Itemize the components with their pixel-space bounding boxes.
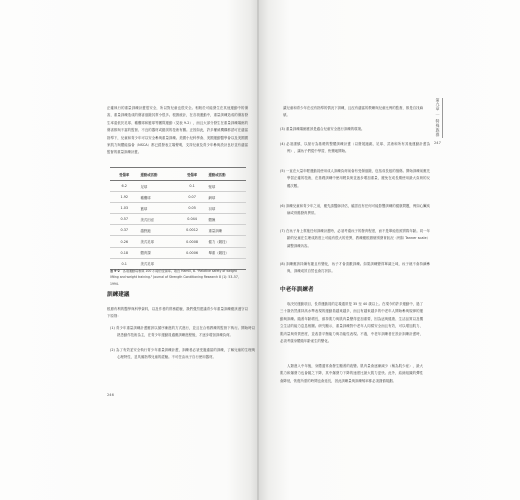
table-cell: 體育課 (139, 247, 178, 258)
continuation-paragraph: 讓兒童和青少年在沒有指導的情況下訓練，且沒有適當的教練與兒童比例的監督，都是自找麻煩。 (283, 106, 423, 118)
table-cell: 壁球 (207, 181, 246, 192)
table-cell: 0.1 (110, 258, 139, 269)
list-item: (5) 一直在大量年輕運動員使用成人訓練負荷前會有受傷風險，包括成長板的損傷。開始訓練前應先學習正確的技術，在基礎訓練中使用輕負荷並逐步增加重量，避免在成長期使用最大負荷的反覆次數。 (280, 169, 430, 188)
table-cell: 0.07 (178, 192, 207, 203)
running-head-rule (442, 98, 443, 138)
table-row (110, 181, 246, 192)
table-cell: 1.03 (110, 203, 139, 214)
table-cell: 橄欖球 (139, 192, 178, 203)
table-cell: 1.92 (110, 192, 139, 203)
table-cell: 美式足球 (139, 258, 178, 269)
table-cell: 0.57 (110, 214, 139, 225)
table-cell: 網球 (207, 192, 246, 203)
list-item: (8) 訓練應該持續有趣且有變化，孩子才會喜歡訓練。如果訓練變得單調乏味，孩子就不會持續參與，訓練成效自然也會打折扣。 (280, 262, 430, 274)
table-cell: 0.1 (178, 181, 207, 192)
table-caption (110, 268, 246, 288)
table-cell: 0.26 (110, 236, 139, 247)
table-cell: 0.044 (178, 214, 207, 225)
table-row (110, 192, 246, 203)
list-item: (1) 青少年重量訓練計畫應該以循序漸進的方式進行，並且在合格教練的監督下執行。開始時以熟悉動作技術為主，在青少年運動員適應訓練進程後，才逐步增加訓練負荷。 (110, 326, 255, 338)
body-paragraph: 取決於運動項目，長青運動員的定義通常是 35 至 40 歲以上。在現今的許多運動中，過了三十歲仍然維持高水準表現的運動員越來越多，而且有越來越多的中老年人開始參與規律的運動與訓練。隨著年齡增長，維持肌力與肌肉量變得更加重要，因為這與健康、生活品質以及獨立生活的能力息息相關。研究顯示，重量訓練對中老年人同樣安全而且有效，可以增加肌力、肌肉量與骨質密度，並改善平衡能力與功能性表現。不過，中老年訓練者在設計訓練計畫時，必須考慮身體隨年齡產生的變化。 (280, 302, 423, 344)
list-item: (7) 在孩子身上實施任何訓練計畫時，必須考慮孩子的發育程度，而不是單純依照實際年齡。同一年齡的兒童在生理成熟度上可能有很大的差異，教練應根據個別發育狀況（例如 Tanner scale）調整訓練內容。 (280, 229, 430, 248)
section-heading-training-advice: 訓練建議 (107, 292, 130, 298)
table-caption-text: 各項運動每參與 100 小時的受傷率。取自 Hamill, B. "Relative safety of weight lifting and weight training." Journal of Strength Conditioning Research 8 (1): 53–57, 1994. (110, 269, 239, 286)
running-head: 第九章 ｜ 特殊族群 (436, 98, 441, 137)
table-cell: 籃球 (139, 203, 178, 214)
list-item: (6) 訓練兒童和青少年之前，應先請醫師評估，確認沒有任何可能影響訓練的健康問題，例如心臟疾病或骨骼發育異常。 (280, 204, 430, 216)
table-cell: 舉重（競技） (207, 247, 246, 258)
page-number-right: 247 (434, 141, 441, 145)
body-paragraph: 人類進入中年後，身體通常會發生顯著的改變。肌肉量會逐漸減少（稱為肌少症），最大肌力和爆發力也會隨之下降，其中爆發力下降的速度比最大肌力更快。此外，結締組織的彈性會降低，恢復所需的時間也會延長，因此訓練量與訓練頻率都必須謹慎規劃。 (280, 364, 423, 383)
table-cell: 0.0012 (178, 225, 207, 236)
list-item: (4) 必須謹慎，以採行為基礎的整體訓練計畫（以發展跑跳、足球、武術和所有其他運動計畫為例），讓孩子們從中學習，快樂地開始。 (280, 142, 430, 154)
injury-rate-table (110, 167, 246, 270)
table-cell: 0.18 (110, 247, 139, 258)
table-row (110, 203, 246, 214)
table-cell: 0.37 (110, 225, 139, 236)
table-row (110, 247, 246, 258)
section-heading-older-trainees: 中老年訓練者 (280, 287, 314, 293)
table-cell: 體操 (207, 214, 246, 225)
table-cell: 0.0006 (178, 247, 207, 258)
intro-paragraph: 正確執行的重量訓練計畫很安全，所以對兒童也很安全。相較於可能發生在其他運動中的傷害，重量訓練造成的傷害風險其實小很多。根據統計，在各項運動中，重量訓練造成的傷害發生率遠低於足球、橄欖球和籃球等團隊運動（見表 9-2），而且大部分發生在重量訓練場館的傷害都與不當的監督、不良的器材或錯誤的技術有關。正因如此，許多權威機構都認可在適當指導下，兒童和青少年可以安全參與重量訓練。美國小兒科學會、美國運動醫學會以及美國國家肌力與體能協會（NSCA）都已經發表立場聲明，支持兒童及青少年參與設計良好並有適當監督的重量訓練計畫。 (107, 106, 248, 155)
table-header-row (110, 168, 246, 181)
table-header: 受傷率 (178, 168, 207, 181)
table-cell: 美式田徑 (139, 214, 178, 225)
table-header: 受傷率 (110, 168, 139, 181)
page-number-left: 246 (107, 393, 114, 397)
list-item: (3) 重量訓練場館應該是適合兒童安全進行訓練的環境。 (280, 127, 365, 131)
table-cell: 0.05 (178, 203, 207, 214)
table-cell: 美式足球 (139, 236, 178, 247)
table-row (110, 236, 246, 247)
book-gutter (257, 0, 259, 500)
list-item: (2) 為了有效並安全執行青少年重量訓練計畫，訓練者必須受過適當的訓練，了解兒童的生理與心理特性，並具備指導兒童的經驗。不可任由孩子自行使用器材。 (110, 348, 255, 360)
table-cell: 越野跑 (139, 225, 178, 236)
table-cell: 足球 (139, 181, 178, 192)
table-cell: 健力（競技） (207, 236, 246, 247)
table-caption-label: 表 9-2 (110, 269, 120, 273)
section-intro-paragraph: 根據有利的醫學與科學資料，以及作者的實務經驗，我們強烈建議青少年重量訓練應該遵守以下原則： (107, 307, 248, 319)
table-cell: 6.2 (110, 181, 139, 192)
table-cell: 羽球 (207, 203, 246, 214)
table-row (110, 214, 246, 225)
table-cell: 重量訓練 (207, 225, 246, 236)
table-header: 運動或活動 (139, 168, 178, 181)
table-row (110, 225, 246, 236)
table-cell: 0.0008 (178, 236, 207, 247)
table-header: 運動或活動 (207, 168, 246, 181)
